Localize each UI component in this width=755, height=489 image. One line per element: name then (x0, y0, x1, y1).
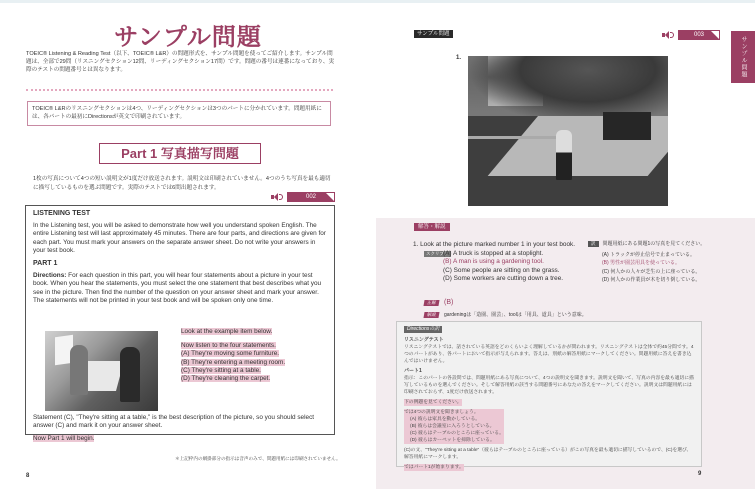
statement-ja: (C)の文、"They're sitting at a table"（彼らはテーブルのところに座っている）がこの写真を最も適切に描写しているので、(C)を選び、解答用紙にマークします。 (404, 448, 692, 460)
part1-text-ja: 指示：このパートの各設問では、問題用紙にある写真について、4つの説明文を聞きます。説明文を聞いて、写真の内容を最も適切に描写しているものを選んでください。そして解答用紙の該当する問題番号にあなたの答えをマークしてください。説明文は問題用紙には印刷されておらず、1度だけ放送されます。 (404, 376, 694, 395)
translation-b: (B) 男性が園芸用具を使っている。 (602, 260, 681, 267)
correct-answer-row (424, 299, 453, 306)
listen-intro: Now listen to the four statements. (181, 342, 276, 350)
translation-tag: 訳 (588, 241, 599, 247)
listen-intro-ja: では4つの説明文を聞きましょう。 (404, 410, 479, 415)
option-c: (C) Some people are sitting on the grass. (443, 266, 560, 274)
speaker-icon (662, 31, 674, 39)
option-a: (A) A truck is stopped at a stoplight. (443, 250, 544, 257)
listening-intro: In the Listening test, you will be asked to demonstrate how well you understand spoken English. The entire Listening test will last approximately 45 minutes. There are four parts, and directions are given for each part. You must mark your answers on the separate answer sheet. Do not write your answers in your test book. (33, 222, 326, 254)
page-number-right: 9 (698, 471, 702, 477)
option-d: (D) Some workers are cutting down a tree. (443, 274, 564, 282)
footnote: ＊上記枠内の網掛部分の指示は音声のみで、問題用紙には印刷されていません。 (175, 456, 341, 461)
audio-track-002[interactable] (271, 192, 335, 202)
option-b-correct: (B) A man is using a gardening tool. (443, 258, 544, 266)
script-tag: スクリプト (426, 251, 449, 256)
part1-heading: PART 1 (33, 260, 58, 268)
intro-text: TOEIC® Listening & Reading Test（以下、TOEIC® L&R）の問題形式を、サンプル問題を使ってご紹介します。サンプル問題は、全部で29問（リスニングセクション12問、リーディングセクション17問）です。問題の番号は連番になっており、実際のテストの問題番号とは異なります。 (26, 51, 335, 74)
option-d-ja: (D) 彼らはカーペットを掃除している。 (410, 438, 495, 443)
option-a-ja: (A) 彼らは家具を動かしている。 (410, 417, 481, 422)
explanation-tag: 解説 (423, 312, 439, 318)
directions-label: Directions: (33, 272, 67, 280)
correct-answer: (B) (444, 299, 454, 306)
translation-heading: 問題用紙にある問題1の写真を見てください。 (602, 241, 706, 247)
right-page (376, 0, 755, 486)
part-title: Part 1 写真描写問題 (99, 143, 261, 164)
example-option-d: (D) They're cleaning the carpet. (181, 375, 271, 383)
directions-translation-box (396, 321, 702, 470)
office-meeting-photo (45, 331, 158, 411)
speaker-icon (271, 193, 283, 201)
listening-text-ja: リスニングテストでは、話されている英語をどのくらいよく理解しているかが問われます。リスニングテストは全体で約45分間です。4つのパートがあり、各パートにおいて指示が与えられます。答えは、別紙の解答用紙にマークしてください。問題用紙に答えを書き込んではいけません。 (404, 345, 694, 364)
listening-test-box (25, 205, 335, 443)
page-number-left: 8 (26, 473, 30, 479)
part1-heading-ja: パート1 (404, 368, 422, 374)
example-item (181, 328, 285, 383)
park-gardener-photo (468, 56, 668, 206)
translation-options (602, 251, 700, 284)
option-c-ja: (C) 彼らはテーブルのところに座っている。 (410, 431, 504, 436)
translation-d: (D) 何人かの作業員が木を切り倒している。 (602, 276, 701, 283)
answer-section-label: 解答・解説 (414, 223, 450, 231)
translation-c: (C) 何人かの人々が芝生の上に座っている。 (602, 268, 701, 275)
options-ja (404, 409, 504, 444)
directions-paragraph (33, 272, 327, 305)
example-intro-ja: 下の例題を見てください。 (404, 400, 462, 405)
track-number: 003 (678, 30, 720, 40)
example-option-c: (C) They're sitting at a table. (181, 366, 261, 374)
part1-begin: Now Part 1 will begin. (33, 435, 95, 443)
question-number: 1. (456, 55, 462, 61)
statement-explanation: Statement (C), "They're sitting at a table," is the best description of the picture, so you should select answer (C) and mark it on your answer sheet. (33, 414, 315, 430)
track-number: 002 (287, 192, 335, 202)
explanation-row (424, 311, 587, 318)
option-b-ja: (B) 彼らは会議室に入ろうとしている。 (410, 424, 495, 429)
example-intro: Look at the example item below. (181, 328, 273, 335)
side-tab[interactable]: サンプル問題 (731, 31, 755, 83)
dotted-divider (26, 89, 333, 92)
example-option-a: (A) They're moving some furniture. (181, 350, 280, 358)
answer-tag: 正解 (423, 300, 439, 306)
info-box: TOEIC® L&Rのリスニングセクションは4つ、リーディングセクションは3つのパートに分かれています。問題用紙には、各パートの最初にDirectionsが英文で印刷されています。 (27, 101, 331, 126)
answer-options (443, 250, 563, 283)
begin-ja: ではパート1が始まります。 (404, 465, 464, 470)
example-option-b: (B) They're entering a meeting room. (181, 358, 286, 366)
translation-a: (A) トラックが停止信号で止まっている。 (602, 252, 695, 258)
directions-translation-label: Directionsの訳 (404, 326, 442, 333)
translation-header (588, 240, 705, 247)
audio-track-003[interactable] (662, 30, 720, 40)
listening-heading: LISTENING TEST (33, 210, 91, 217)
explanation-text: gardeningは「造園、園芸」、toolは「用具、道具」という意味。 (444, 312, 587, 318)
directions-text: For each question in this part, you will hear four statements about a picture in your test book. When you hear the statements, you must select the one statement that best describes what you see in the picture. Then find the number of the question on your answer sheet and mark your answer. The statements will not be printed in your test book and will be spoken only one time. (33, 272, 322, 304)
listening-heading-ja: リスニングテスト (404, 337, 444, 343)
answer-explanation-area (376, 218, 755, 489)
sample-label: サンプル問題 (414, 30, 453, 38)
left-page (0, 0, 376, 486)
part-description: 1枚の写真について4つの短い説明文が1度だけ放送されます。説明文は印刷されていません。4つのうち写真を最も適切に描写しているものを選ぶ問題です。実際のテストでは6問出題されます。 (33, 176, 331, 191)
question-line: 1. Look at the picture marked number 1 in your test book. (413, 241, 575, 248)
page-title: サンプル問題 (114, 24, 262, 51)
